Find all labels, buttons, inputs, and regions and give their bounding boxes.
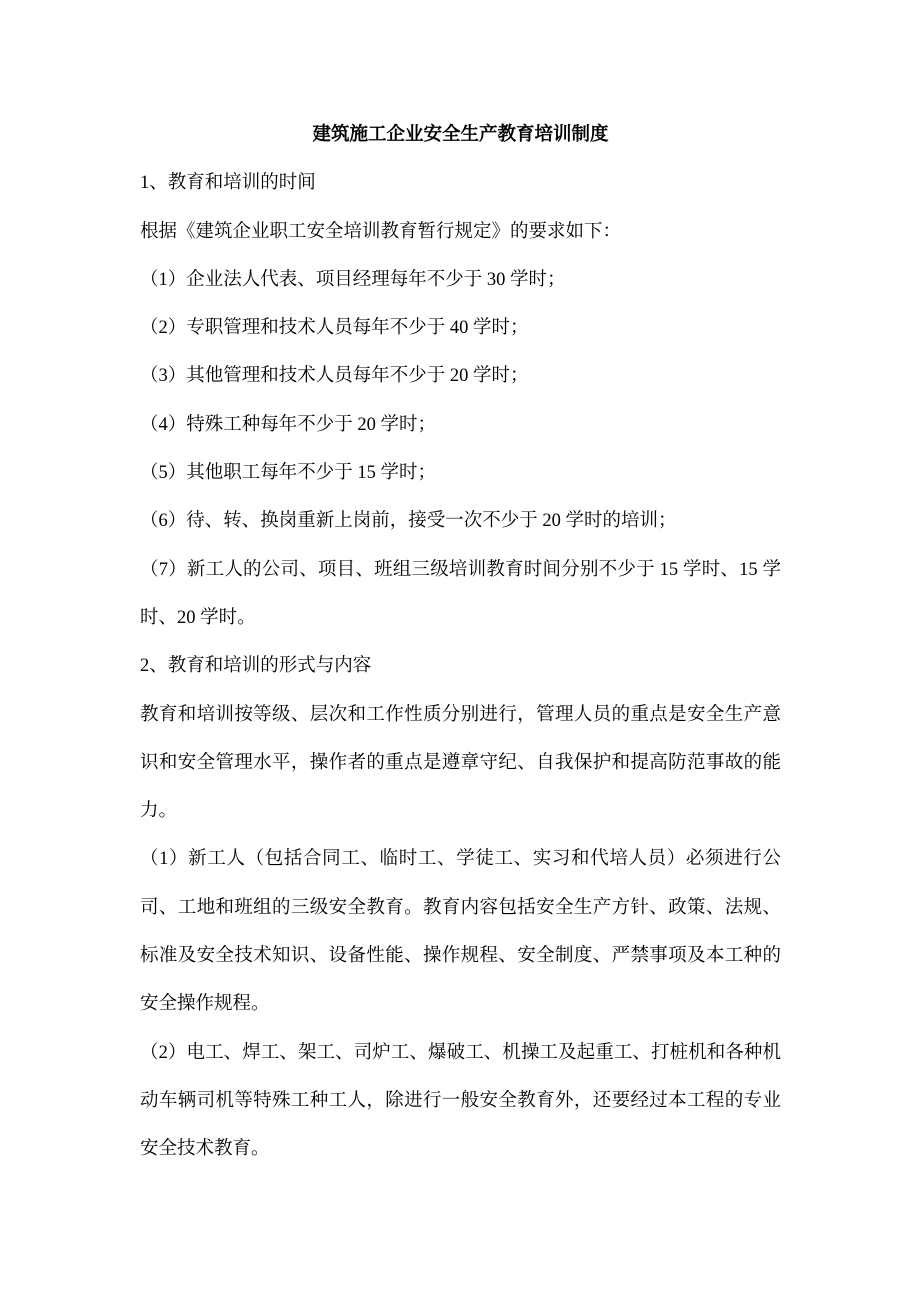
- paragraph-item-3: （3）其他管理和技术人员每年不少于 20 学时；: [140, 366, 529, 387]
- paragraph-section-1-heading: 1、教育和培训的时间: [140, 173, 316, 194]
- paragraph-item-4: （4）特殊工种每年不少于 20 学时；: [140, 414, 437, 435]
- paragraph-section-2-intro: 教育和培训按等级、层次和工作性质分别进行，管理人员的重点是安全生产意识和安全管理水平，操作者的重点是遵章守纪、自我保护和提高防范事故的能力。: [140, 704, 781, 822]
- paragraph-section-2-heading: 2、教育和培训的形式与内容: [140, 656, 372, 677]
- paragraph-item-5: （5）其他职工每年不少于 15 学时；: [140, 463, 437, 484]
- document-title: 建筑施工企业安全生产教育培训制度: [312, 125, 609, 145]
- paragraph-item-7: （7）新工人的公司、项目、班组三级培训教育时间分别不少于 15 学时、15 学时、20 学时。: [140, 559, 781, 628]
- paragraph-item-1: （1）企业法人代表、项目经理每年不少于 30 学时；: [140, 269, 566, 290]
- paragraph-item-2: （2）专职管理和技术人员每年不少于 40 学时；: [140, 318, 529, 339]
- paragraph-item-6: （6）待、转、换岗重新上岗前，接受一次不少于 20 学时的培训；: [140, 511, 677, 532]
- paragraph-section-2-item-1: （1）新工人（包括合同工、临时工、学徒工、实习和代培人员）必须进行公司、工地和班组的三级安全教育。教育内容包括安全生产方针、政策、法规、标准及安全技术知识、设备性能、操作规程、安全制度、严禁事项及本工种的安全操作规程。: [140, 849, 781, 1015]
- paragraph-basis-statement: 根据《建筑企业职工安全培训教育暂行规定》的要求如下：: [140, 221, 622, 242]
- paragraph-section-2-item-2: （2）电工、焊工、架工、司炉工、爆破工、机操工及起重工、打桩机和各种机动车辆司机等特殊工种工人，除进行一般安全教育外，还要经过本工程的专业安全技术教育。: [140, 1042, 781, 1160]
